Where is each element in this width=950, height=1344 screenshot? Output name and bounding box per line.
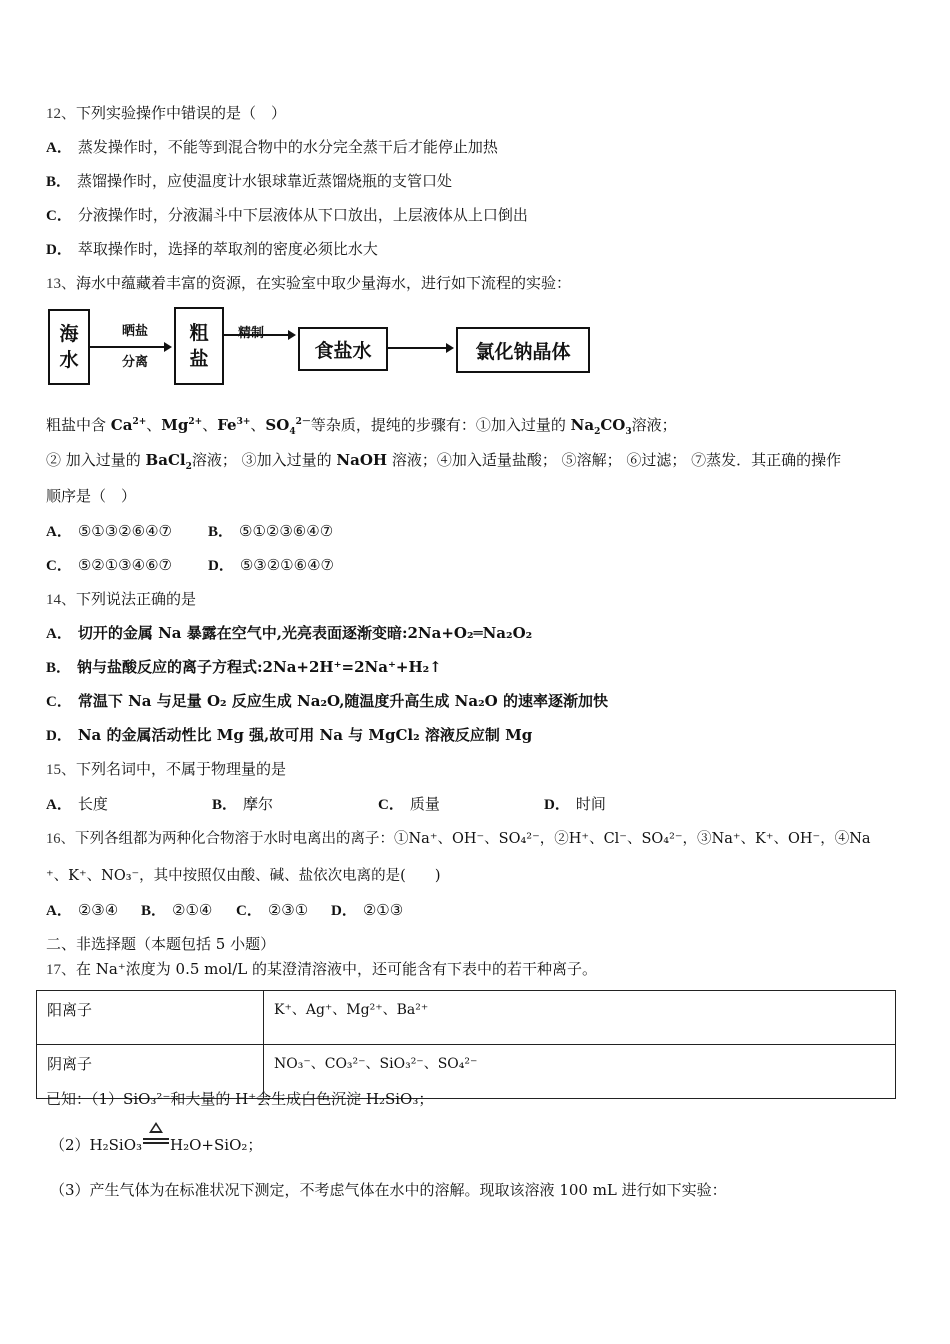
flow-box-crude-salt: 粗 盐 (174, 307, 224, 385)
q16-option-a: A． ②③④ (46, 901, 119, 919)
anion-label: 阴离子 (37, 1045, 264, 1099)
q13-body-line2: ② 加入过量的 BaCl$_2$溶液； ③加入过量的 NaOH 溶液；④加入适量盐酸； ⑤溶解； ⑥过滤； ⑦蒸发．其正确的操作 (46, 451, 842, 472)
q12-option-d: D． 萃取操作时，选择的萃取剂的密度必须比水大 (46, 240, 378, 258)
flow-arrow-3 (388, 347, 452, 349)
flow-label-refine (238, 322, 264, 341)
q14-option-c: C． 常温下 Na 与足量 O₂ 反应生成 Na₂O,随温度升高生成 Na₂O 的速率逐渐加快 (46, 692, 608, 710)
q12-stem: 12、下列实验操作中错误的是（ ） (46, 104, 287, 122)
q16-option-d: D． ②①③ (331, 901, 404, 919)
q13-option-b: B． ⑤①②③⑥④⑦ (208, 522, 334, 540)
q16-option-c: C． ②③① (236, 901, 309, 919)
q15-option-c: C． 质量 (378, 795, 440, 813)
cation-label: 阳离子 (37, 991, 264, 1045)
q13-options-row2 (46, 555, 334, 576)
q16-options (46, 900, 403, 921)
flow-label-evaporate: 晒盐 (122, 324, 149, 339)
q12-option-b: B． 蒸馏操作时，应使温度计水银球靠近蒸馏烧瓶的支管口处 (46, 172, 453, 190)
q12-option-c: C． 分液操作时，分液漏斗中下层液体从下口放出，上层液体从上口倒出 (46, 206, 528, 224)
flow-arrow-1 (90, 346, 170, 348)
cation-list: K⁺、Ag⁺、Mg²⁺、Ba²⁺ (264, 991, 896, 1045)
q16-stem-line2: ⁺、K⁺、NO₃⁻，其中按照仅由酸、碱、盐依次电离的是( ) (46, 868, 441, 884)
anion-list: NO₃⁻、CO₃²⁻、SiO₃²⁻、SO₄²⁻ (264, 1045, 896, 1099)
q14-stem: 14、下列说法正确的是 (46, 590, 197, 608)
section2-title: 二、非选择题（本题包括 5 小题） (46, 935, 276, 953)
q15-option-a: A． 长度 (46, 795, 108, 813)
q12-option-a: A． 蒸发操作时，不能等到混合物中的水分完全蒸干后才能停止加热 (46, 138, 498, 156)
q15-options (46, 794, 606, 815)
q17-known-1: 已知：（1）SiO₃²⁻和大量的 H⁺会生成白色沉淀 H₂SiO₃； (46, 1090, 434, 1108)
q13-stem: 13、海水中蕴藏着丰富的资源，在实验室中取少量海水，进行如下流程的实验： (46, 274, 572, 292)
q17-stem: 17、在 Na⁺浓度为 0.5 mol/L 的某澄清溶液中，还可能含有下表中的若干种离子。 (46, 960, 597, 978)
flow-diagram (48, 305, 593, 387)
q13-options-row1 (46, 521, 333, 542)
q16-stem-line1: 16、下列各组都为两种化合物溶于水时电离出的离子：①Na⁺、OH⁻、SO₄²⁻，②H⁺、Cl⁻、SO₄²⁻，③Na⁺、K⁺、OH⁻，④Na (46, 831, 871, 847)
q13-body-line1: 粗盐中含 $Ca^{2+}$、$Mg^{2+}$、$Fe^{3+}$、$SO_4^{2-}$等杂质，提纯的步骤有：①加入过量的 $Na_2CO_3$溶液； (46, 416, 677, 437)
q14-option-a: A． 切开的金属 Na 暴露在空气中,光亮表面逐渐变暗:2Na+O₂═Na₂O₂ (46, 624, 533, 642)
table-row-cations (37, 991, 896, 1045)
q17-known-2: （2）H₂SiO₃ H₂O+SiO₂； (50, 1135, 262, 1155)
q14-option-d: D． Na 的金属活动性比 Mg 强,故可用 Na 与 MgCl₂ 溶液反应制 Mg (46, 726, 533, 744)
flow-box-nacl-crystal: 氯化钠晶体 (456, 327, 590, 373)
q13-option-d: D． ⑤③②①⑥④⑦ (208, 556, 334, 574)
flow-box-seawater: 海 水 (48, 309, 90, 385)
flow-label-separate: 分离 (122, 355, 149, 370)
q15-option-d: D． 时间 (544, 795, 606, 813)
ion-table (36, 990, 896, 1099)
q13-option-a: A． ⑤①③②⑥④⑦ (46, 522, 172, 540)
flow-arrow-2 (224, 334, 294, 336)
q17-known-3: （3）产生气体为在标准状况下测定，不考虑气体在水中的溶解。现取该溶液 100 mL 进行如下实验： (50, 1181, 727, 1199)
q14-option-b: B． 钠与盐酸反应的离子方程式:2Na+2H⁺=2Na⁺+H₂↑ (46, 658, 442, 676)
q15-stem: 15、下列名词中，不属于物理量的是 (46, 760, 287, 778)
q16-option-b: B． ②①④ (141, 901, 213, 919)
q13-option-c: C． ⑤②①③④⑥⑦ (46, 556, 172, 574)
heat-equals-icon (143, 1136, 169, 1152)
flow-box-brine: 食盐水 (298, 327, 388, 371)
q12-number: 12、 (46, 106, 77, 122)
q13-body-line3: 顺序是（ ） (46, 487, 137, 505)
q15-option-b: B． 摩尔 (212, 795, 274, 813)
